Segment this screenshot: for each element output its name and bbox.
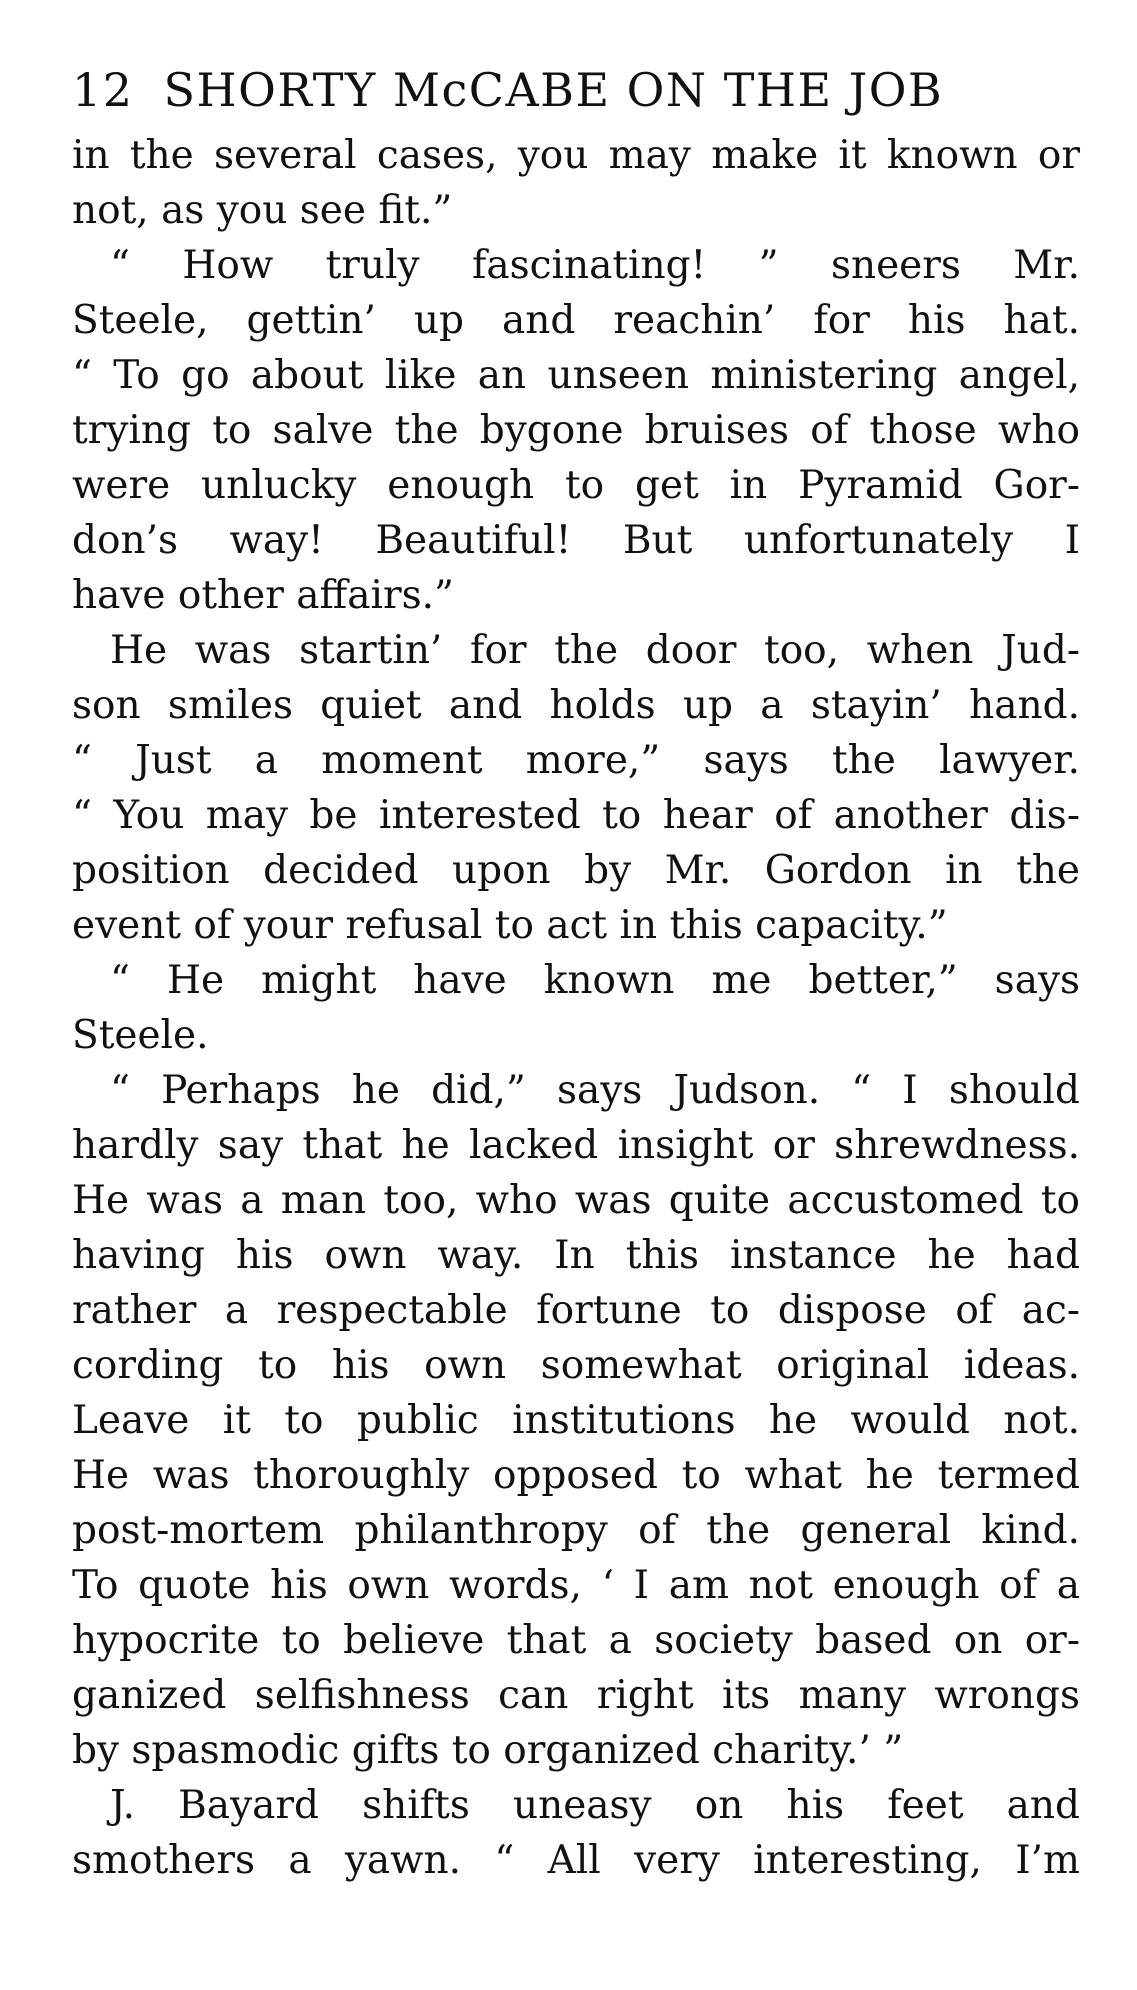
text-line: He was thoroughly opposed to what he termed [72, 1453, 1080, 1498]
text-line: trying to salve the bygone bruises of those who [72, 408, 1080, 453]
text-line: “ How truly fascinating! ” sneers Mr. [110, 243, 1080, 288]
text-line: son smiles quiet and holds up a stayin’ hand. [72, 683, 1080, 728]
text-line: ganized selfishness can right its many wrongs [72, 1673, 1080, 1718]
text-line: having his own way. In this instance he had [72, 1233, 1080, 1278]
text-line: “ To go about like an unseen ministering angel, [72, 353, 1080, 398]
text-line: event of your refusal to act in this capacity.” [72, 903, 948, 948]
text-line: don’s way! Beautiful! But unfortunately I [72, 518, 1080, 563]
text-line: rather a respectable fortune to dispose of ac- [72, 1288, 1080, 1333]
text-line: Leave it to public institutions he would not. [72, 1398, 1080, 1443]
text-line: hypocrite to believe that a society based on or- [72, 1618, 1080, 1663]
page-number: 12 [72, 63, 134, 117]
text-line: post-mortem philanthropy of the general kind. [72, 1508, 1080, 1553]
body-text [72, 128, 1080, 1888]
text-line: Steele. [72, 1013, 209, 1058]
text-line: “ Just a moment more,” says the lawyer. [72, 738, 1080, 783]
text-line: He was a man too, who was quite accustomed to [72, 1178, 1080, 1223]
book-page [72, 52, 1080, 1888]
text-line: “ Perhaps he did,” says Judson. “ I should [110, 1068, 1080, 1113]
text-line: “ He might have known me better,” says [110, 958, 1080, 1003]
text-line: were unlucky enough to get in Pyramid Gor- [72, 463, 1080, 508]
text-line: have other affairs.” [72, 573, 454, 618]
text-line: cording to his own somewhat original ideas. [72, 1343, 1080, 1388]
text-line: in the several cases, you may make it known or [72, 133, 1080, 178]
text-line: “ You may be interested to hear of another dis- [72, 793, 1080, 838]
text-line: by spasmodic gifts to organized charity.’ ” [72, 1728, 904, 1773]
text-line: J. Bayard shifts uneasy on his feet and [110, 1783, 1080, 1828]
text-line: not, as you see fit.” [72, 188, 453, 233]
running-title: SHORTY McCABE ON THE JOB [163, 63, 944, 117]
text-line: position decided upon by Mr. Gordon in the [72, 848, 1080, 893]
text-line: He was startin’ for the door too, when Jud- [110, 628, 1080, 673]
text-line: Steele, gettin’ up and reachin’ for his hat. [72, 298, 1080, 343]
text-line: To quote his own words, ‘ I am not enough of a [72, 1563, 1080, 1608]
running-header [72, 52, 1080, 128]
text-line: smothers a yawn. “ All very interesting, I’m [72, 1838, 1080, 1883]
text-line: hardly say that he lacked insight or shrewdness. [72, 1123, 1080, 1168]
